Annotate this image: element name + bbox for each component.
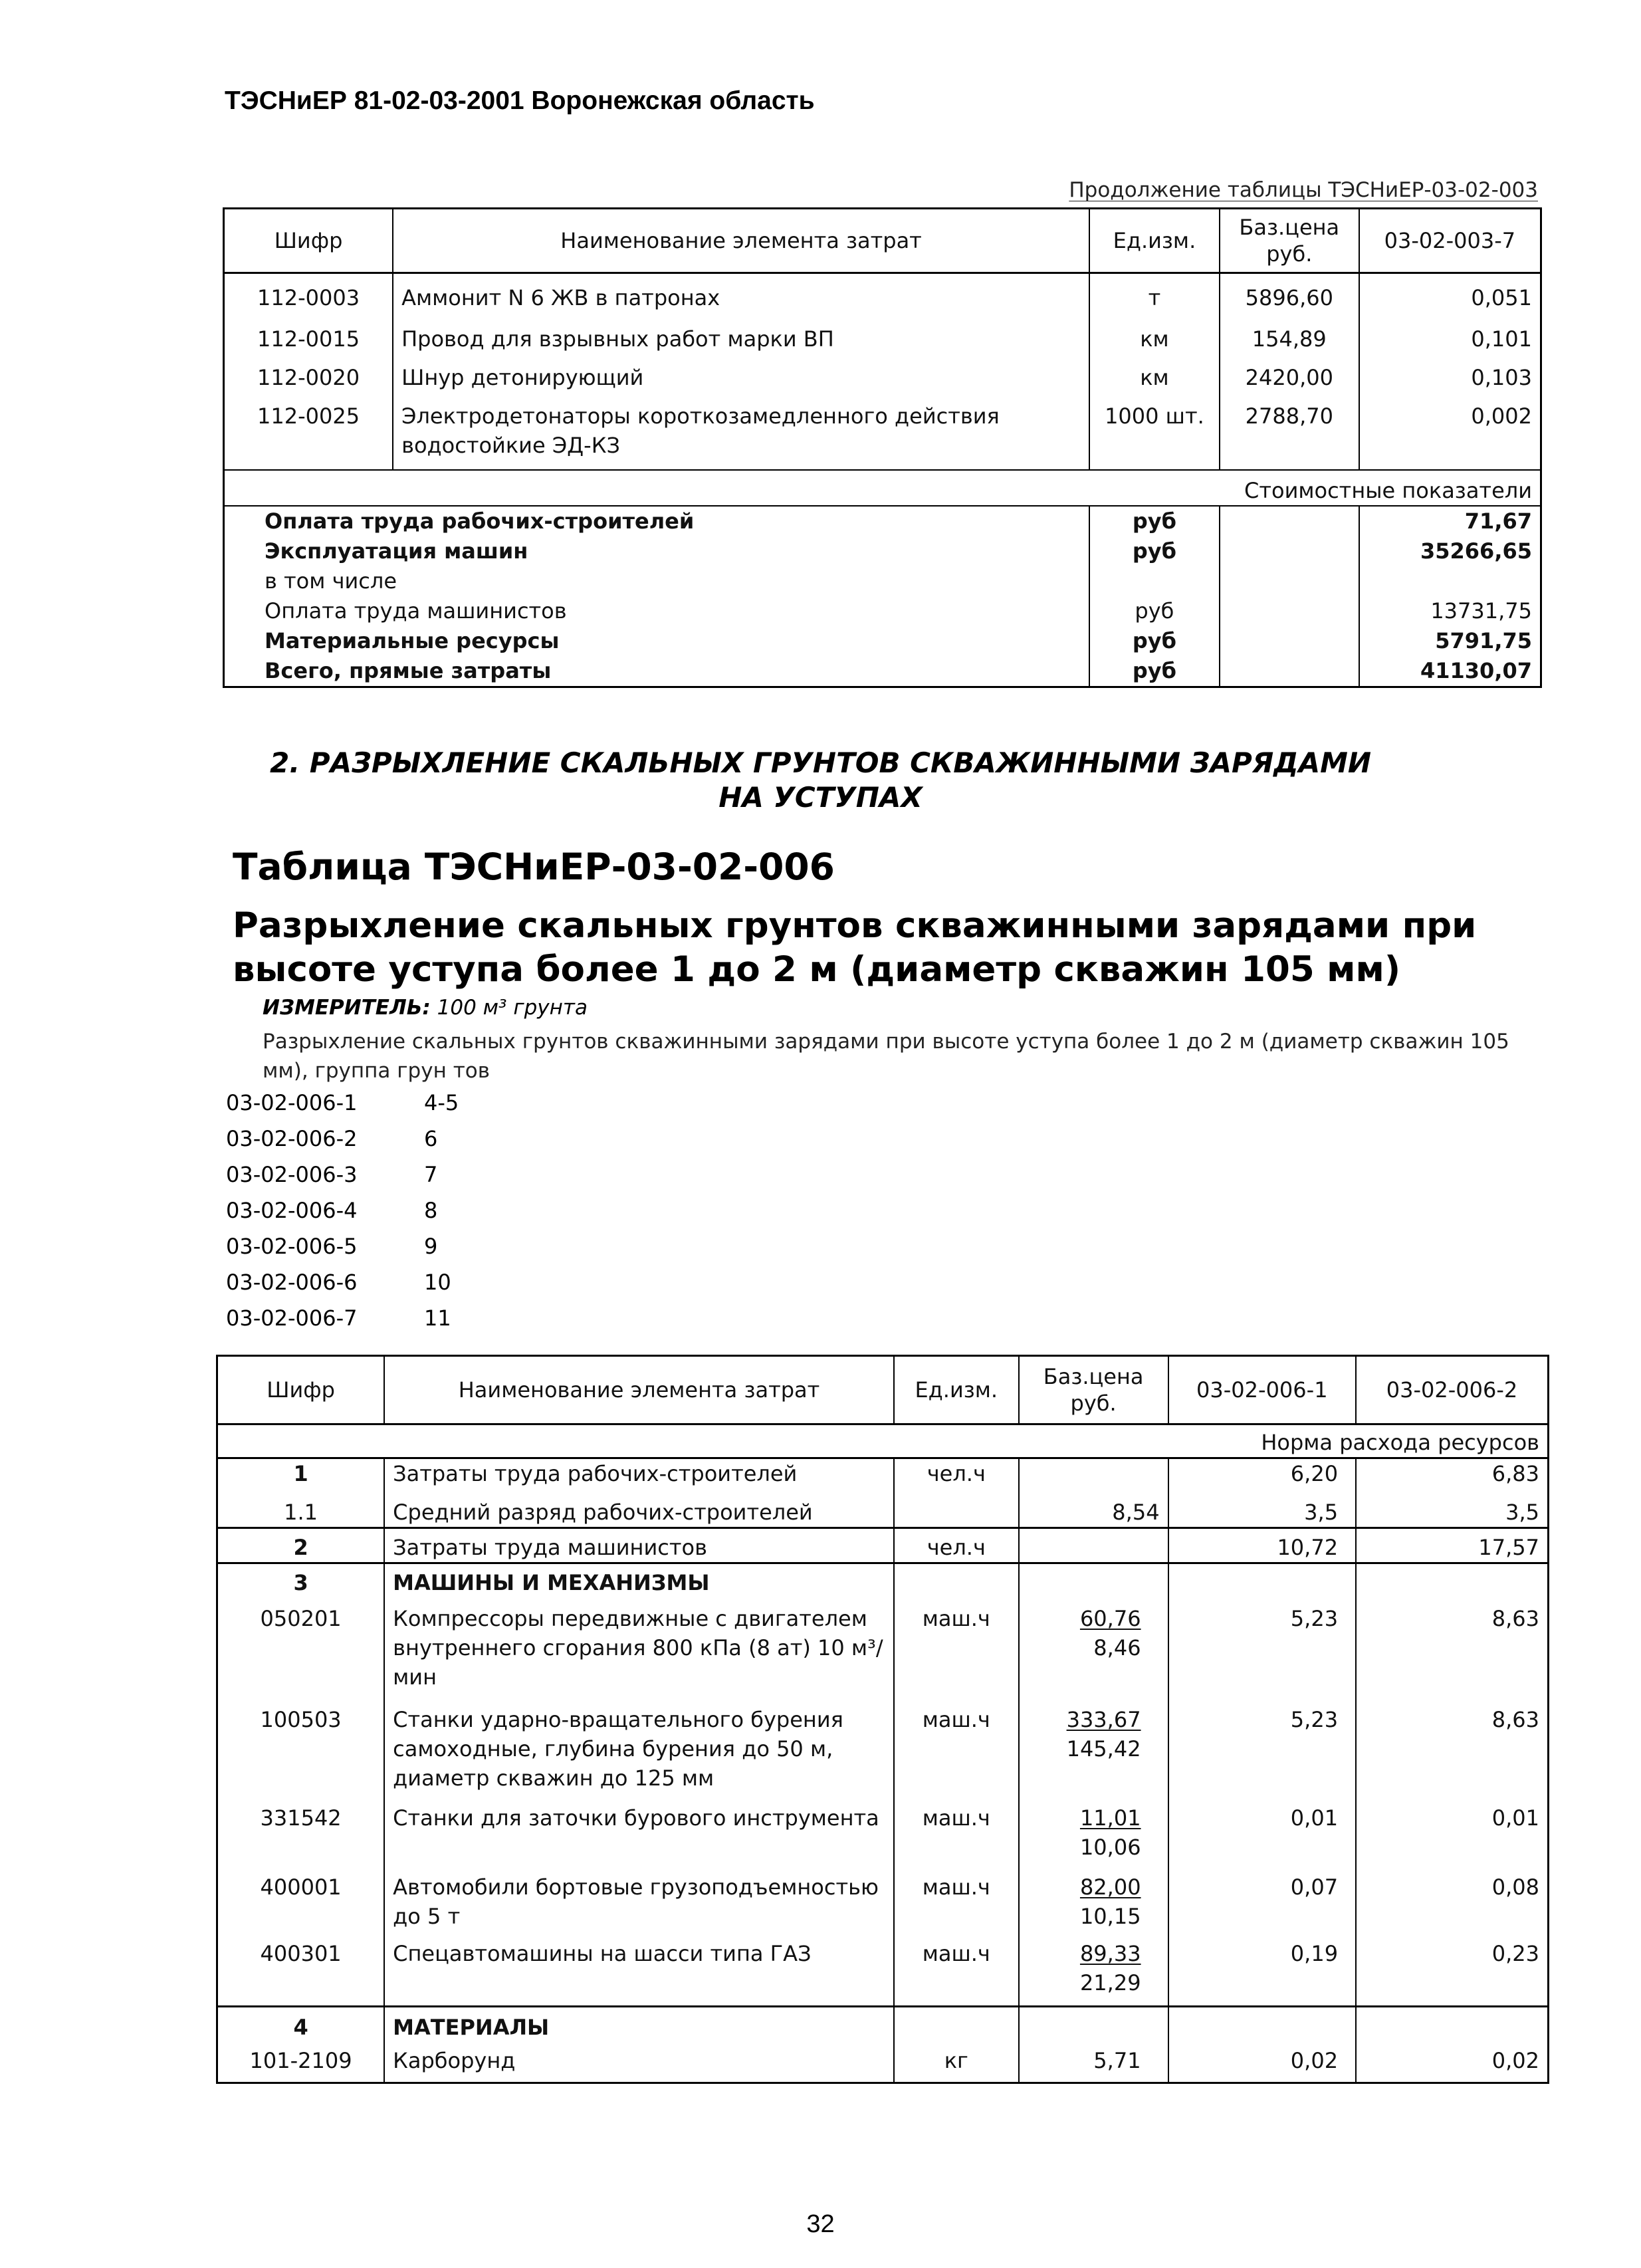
list-item: 03-02-006-3 7 [226,1162,438,1187]
col-header-norm-2: 03-02-006-2 [1356,1356,1548,1424]
summary-label: Стоимостные показатели [224,470,1541,506]
table1-header-row [224,209,1541,273]
table-03-02-006 [216,1355,1549,2084]
work-description: Разрыхление скальных грунтов скважинными зарядами при высоте уступа более 1 до 2 м (диаметр скважин 105 мм), группа грун тов [263,1030,1509,1083]
col-header-norm: 03-02-003-7 [1359,209,1541,273]
summary-row: Всего, прямые затраты руб 41130,07 [224,656,1541,687]
list-item: 03-02-006-7 11 [226,1305,451,1331]
table-03-02-003-continuation [223,207,1542,688]
table-row: 101-2109 Карборунд кг 5,71 0,02 0,02 [217,2042,1549,2083]
col-header-name: Наименование элемента затрат [393,209,1089,273]
summary-row: Материальные ресурсы руб 5791,75 [224,626,1541,656]
table-row: 100503 Станки ударно-вращательного бурения самоходные, глубина бурения до 50 м, диаметр скважин до 125 мм маш.ч 333,67 145,42 5,23 8,63 [217,1705,1549,1803]
table-row: 2 Затраты труда машинистов чел.ч 10,72 17,57 [217,1528,1549,1563]
section-heading: 2. РАЗРЫХЛЕНИЕ СКАЛЬНЫХ ГРУНТОВ СКВАЖИННЫМИ ЗАРЯДАМИ НА УСТУПАХ [269,746,1372,814]
table-title: Разрыхление скальных грунтов скважинными зарядами при высоте уступа более 1 до 2 м (диаметр скважин 105 мм) [233,905,1477,990]
col-header-unit: Ед.изм. [1089,209,1220,273]
summary-row: в том числе [224,566,1541,596]
col-header-norm-1: 03-02-006-1 [1168,1356,1357,1424]
table-row: 112-0025 Электродетонаторы короткозамедленного действия водостойкие ЭД-КЗ 1000 шт. 2788,70 0,002 [224,392,1541,470]
measure-value: 100 м³ грунта [437,996,588,1020]
list-item: 03-02-006-2 6 [226,1126,438,1151]
norm-label: Норма расхода ресурсов [217,1424,1549,1458]
norm-label-row [217,1424,1549,1458]
running-header: ТЭСНиЕР 81-02-03-2001 Воронежская область [225,86,815,115]
table2-header-row [217,1356,1549,1424]
list-item: 03-02-006-5 9 [226,1234,438,1259]
table-name: Таблица ТЭСНиЕР-03-02-006 [233,846,835,888]
list-item: 03-02-006-4 8 [226,1198,438,1223]
summary-header-row [224,470,1541,506]
col-header-code: Шифр [224,209,393,273]
table-row: 112-0020 Шнур детонирующий км 2420,00 0,103 [224,354,1541,392]
table-row: 112-0015 Провод для взрывных работ марки ВП км 154,89 0,101 [224,312,1541,354]
col-header-code: Шифр [217,1356,385,1424]
summary-row: Эксплуатация машин руб 35266,65 [224,536,1541,566]
col-header-price: Баз.цена руб. [1019,1356,1168,1424]
measure-label: ИЗМЕРИТЕЛЬ: [263,996,431,1020]
col-header-price: Баз.цена руб. [1220,209,1359,273]
table-row: 4 МАТЕРИАЛЫ [217,2007,1549,2043]
summary-row: Оплата труда рабочих-строителей руб 71,67 [224,506,1541,536]
col-header-unit: Ед.изм. [894,1356,1019,1424]
measure-line [263,996,588,1020]
table-row: 3 МАШИНЫ И МЕХАНИЗМЫ [217,1563,1549,1598]
table-row: 1 Затраты труда рабочих-строителей чел.ч 6,20 6,83 [217,1458,1549,1489]
table-row: 112-0003 Аммонит N 6 ЖВ в патронах т 5896,60 0,051 [224,273,1541,313]
table-row: 1.1 Средний разряд рабочих-строителей 8,54 3,5 3,5 [217,1488,1549,1528]
page-number: 32 [806,2210,835,2238]
col-header-name: Наименование элемента затрат [384,1356,894,1424]
summary-row: Оплата труда машинистов руб 13731,75 [224,596,1541,626]
table-continuation-note: Продолжение таблицы ТЭСНиЕР-03-02-003 [1069,178,1538,202]
codes-list [226,1085,459,1336]
list-item: 03-02-006-6 10 [226,1270,451,1295]
table-row: 400301 Спецавтомашины на шасси типа ГАЗ маш.ч 89,33 21,29 0,19 0,23 [217,1939,1549,2007]
table-row: 400001 Автомобили бортовые грузоподъемностью до 5 т маш.ч 82,00 10,15 0,07 0,08 [217,1872,1549,1939]
list-item: 03-02-006-1 4-5 [226,1090,459,1115]
table-row: 050201 Компрессоры передвижные с двигателем внутреннего сгорания 800 кПа (8 ат) 10 м³/мин маш.ч 60,76 8,46 5,23 8,63 [217,1597,1549,1705]
table-row: 331542 Станки для заточки бурового инструмента маш.ч 11,01 10,06 0,01 0,01 [217,1803,1549,1872]
